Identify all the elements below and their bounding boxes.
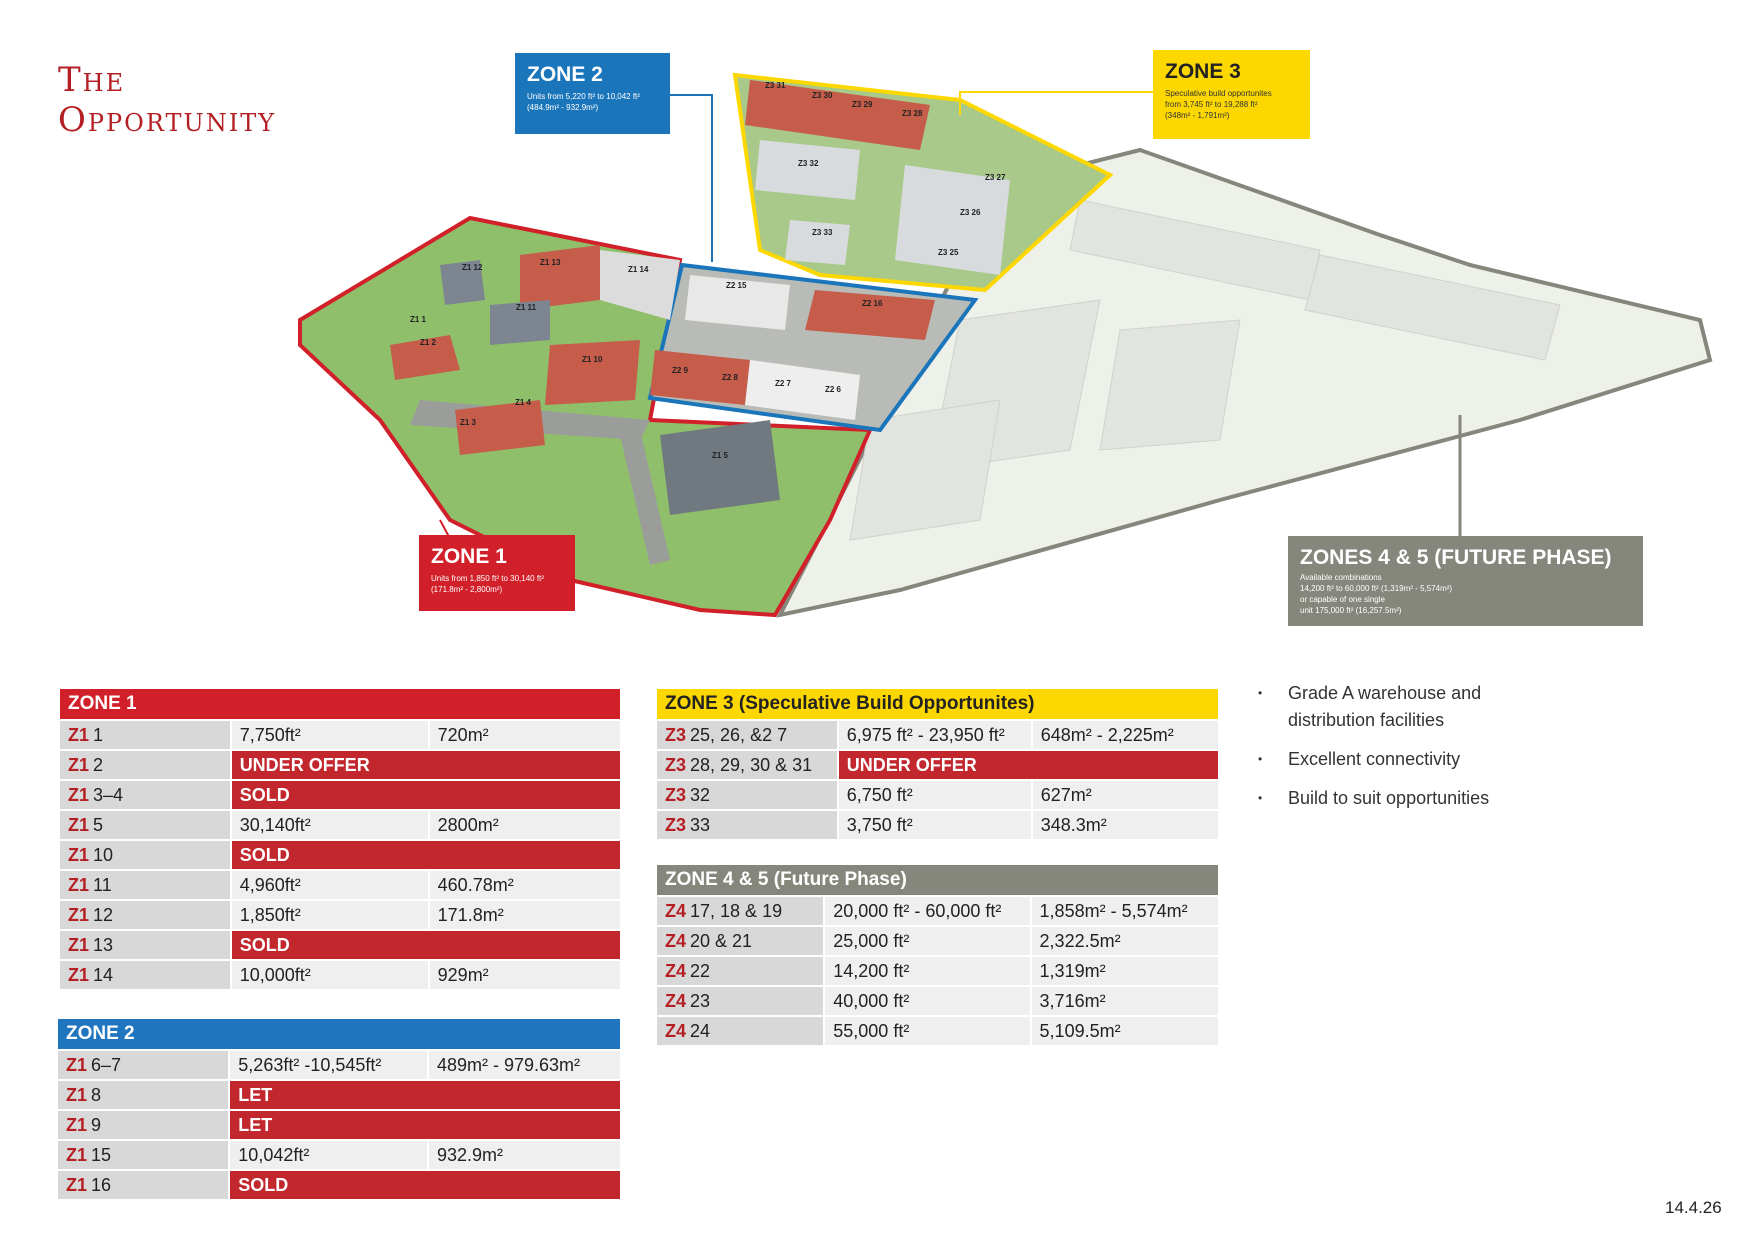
unit-cell [60, 931, 230, 959]
unit-code: Z1 [66, 1144, 88, 1165]
unit-code: Z1 [68, 724, 90, 745]
map-label-z3-25: Z3 25 [938, 248, 959, 257]
unit-cell [657, 927, 823, 955]
status-cell: SOLD [230, 781, 620, 809]
unit-cell [657, 1017, 823, 1045]
status-cell: SOLD [230, 841, 620, 869]
unit-cell [60, 721, 230, 749]
area-m-cell: 1,858m² - 5,574m² [1030, 897, 1218, 925]
area-m-cell: 720m² [428, 721, 620, 749]
status-cell: SOLD [228, 1171, 620, 1199]
unit-cell [60, 961, 230, 989]
unit-code: Z4 [665, 900, 687, 921]
unit-number: 9 [91, 1114, 102, 1135]
document-date: 14.4.26 [1665, 1198, 1722, 1217]
area-m-cell: 460.78m² [428, 871, 620, 899]
unit-code: Z3 [665, 814, 687, 835]
unit-number: 10 [93, 844, 114, 865]
zone1-table-heading: ZONE 1 [60, 689, 620, 719]
area-ft-cell: 1,850ft² [230, 901, 428, 929]
zone3-table [657, 687, 1218, 841]
area-ft-cell: 10,042ft² [228, 1141, 427, 1169]
unit-number: 2 [93, 754, 104, 775]
feature-item: • Grade A warehouse and distribution facilities [1258, 680, 1548, 734]
unit-number: 32 [690, 784, 711, 805]
area-m-cell: 348.3m² [1031, 811, 1218, 839]
map-label-z1-14: Z1 14 [628, 265, 649, 274]
map-label-z1-5: Z1 5 [712, 451, 729, 460]
zone3-callout [1153, 50, 1310, 139]
unit-code: Z1 [68, 904, 90, 925]
map-label-z3-33: Z3 33 [812, 228, 833, 237]
table-row [60, 781, 620, 809]
unit-code: Z1 [68, 934, 90, 955]
area-ft-cell: 40,000 ft² [823, 987, 1029, 1015]
unit-number: 17, 18 & 19 [690, 900, 783, 921]
zone1-table [60, 687, 620, 991]
status-cell: LET [228, 1111, 620, 1139]
area-ft-cell: 6,750 ft² [837, 781, 1031, 809]
unit-cell [60, 901, 230, 929]
area-ft-cell: 20,000 ft² - 60,000 ft² [823, 897, 1029, 925]
map-label-z1-1: Z1 1 [410, 315, 427, 324]
zone3-callout-line3: (348m² - 1,791m²) [1165, 111, 1230, 120]
unit-number: 6–7 [91, 1054, 122, 1075]
status-cell: LET [228, 1081, 620, 1109]
table-row [657, 957, 1218, 985]
unit-cell [657, 987, 823, 1015]
table-row [60, 721, 620, 749]
unit-code: Z1 [66, 1114, 88, 1135]
zone2-callout [515, 53, 670, 134]
table-row [60, 931, 620, 959]
table-row [657, 721, 1218, 749]
zone2-table-heading: ZONE 2 [58, 1019, 620, 1049]
map-label-z3-32: Z3 32 [798, 159, 819, 168]
unit-cell [657, 751, 837, 779]
unit-code: Z4 [665, 930, 687, 951]
unit-number: 14 [93, 964, 114, 985]
unit-cell [657, 811, 837, 839]
unit-cell [58, 1111, 228, 1139]
unit-number: 33 [690, 814, 711, 835]
map-label-z2-9: Z2 9 [672, 366, 689, 375]
zone45-callout-heading: ZONES 4 & 5 (FUTURE PHASE) [1300, 546, 1612, 569]
zone1-callout-line2: (171.8m² - 2,800m²) [431, 585, 503, 594]
area-ft-cell: 10,000ft² [230, 961, 428, 989]
title-line-2: Opportunity [58, 100, 277, 140]
unit-cell [657, 957, 823, 985]
map-label-z1-11: Z1 11 [516, 303, 537, 312]
zone45-callout-line4: unit 175,000 ft² (16,257.5m²) [1300, 606, 1402, 615]
unit-number: 24 [690, 1020, 711, 1041]
zone2-callout-line1: Units from 5,220 ft² to 10,042 ft² [527, 92, 640, 101]
zone1-callout-line1: Units from 1,850 ft² to 30,140 ft² [431, 574, 544, 583]
map-label-z2-8: Z2 8 [722, 373, 739, 382]
unit-number: 5 [93, 814, 104, 835]
area-ft-cell: 5,263ft² -10,545ft² [228, 1051, 427, 1079]
area-m-cell: 929m² [428, 961, 620, 989]
area-m-cell: 171.8m² [428, 901, 620, 929]
unit-cell [60, 871, 230, 899]
zone1-callout [419, 535, 575, 611]
map-label-z2-15: Z2 15 [726, 281, 747, 290]
table-row [657, 751, 1218, 779]
unit-number: 13 [93, 934, 114, 955]
area-ft-cell: 14,200 ft² [823, 957, 1029, 985]
unit-cell [58, 1051, 228, 1079]
map-label-z1-10: Z1 10 [582, 355, 603, 364]
table-row [60, 751, 620, 779]
unit-cell [657, 721, 837, 749]
unit-number: 23 [690, 990, 711, 1011]
status-cell: UNDER OFFER [230, 751, 620, 779]
map-label-z2-7: Z2 7 [775, 379, 792, 388]
area-ft-cell: 6,975 ft² - 23,950 ft² [837, 721, 1031, 749]
feature-item: • Excellent connectivity [1258, 746, 1548, 773]
area-m-cell: 489m² - 979.63m² [427, 1051, 620, 1079]
map-label-z1-3: Z1 3 [460, 418, 477, 427]
map-label-z1-4: Z1 4 [515, 398, 532, 407]
table-row [58, 1171, 620, 1199]
unit-code: Z1 [68, 844, 90, 865]
unit-number: 3–4 [93, 784, 124, 805]
zone45-callout-line3: or capable of one single [1300, 595, 1385, 604]
unit-cell [60, 841, 230, 869]
zone45-table-heading: ZONE 4 & 5 (Future Phase) [657, 865, 1218, 895]
table-row [60, 841, 620, 869]
unit-cell [60, 751, 230, 779]
area-m-cell: 627m² [1031, 781, 1218, 809]
unit-cell [58, 1141, 228, 1169]
unit-number: 22 [690, 960, 711, 981]
unit-code: Z3 [665, 724, 687, 745]
unit-cell [657, 781, 837, 809]
zone3-table-heading: ZONE 3 (Speculative Build Opportunites) [657, 689, 1218, 719]
map-label-z3-31: Z3 31 [765, 81, 786, 90]
unit-code: Z1 [68, 784, 90, 805]
unit-code: Z4 [665, 990, 687, 1011]
unit-code: Z3 [665, 784, 687, 805]
map-label-z3-26: Z3 26 [960, 208, 981, 217]
area-ft-cell: 7,750ft² [230, 721, 428, 749]
unit-cell [657, 897, 823, 925]
zone3-callout-line1: Speculative build opportunites [1165, 89, 1272, 98]
table-row [60, 961, 620, 989]
title-line-1: The [58, 60, 126, 100]
zone45-table [657, 863, 1218, 1047]
table-row [657, 927, 1218, 955]
table-row [657, 1017, 1218, 1045]
table-row [657, 987, 1218, 1015]
table-row [58, 1141, 620, 1169]
area-ft-cell: 4,960ft² [230, 871, 428, 899]
area-ft-cell: 55,000 ft² [823, 1017, 1029, 1045]
zone2-callout-line2: (484.9m² - 932.9m²) [527, 103, 599, 112]
unit-code: Z1 [68, 754, 90, 775]
zone2-table [58, 1017, 620, 1201]
map-label-z2-6: Z2 6 [825, 385, 842, 394]
unit-code: Z4 [665, 1020, 687, 1041]
unit-cell [60, 781, 230, 809]
area-m-cell: 3,716m² [1030, 987, 1218, 1015]
table-row [60, 871, 620, 899]
map-label-z3-30: Z3 30 [812, 91, 833, 100]
map-label-z1-12: Z1 12 [462, 263, 483, 272]
table-row [657, 897, 1218, 925]
map-label-z3-28: Z3 28 [902, 109, 923, 118]
unit-number: 28, 29, 30 & 31 [690, 754, 813, 775]
table-row [657, 811, 1218, 839]
zone3-callout-heading: ZONE 3 [1165, 60, 1241, 83]
unit-code: Z1 [66, 1174, 88, 1195]
zone45-callout [1288, 536, 1643, 626]
unit-code: Z4 [665, 960, 687, 981]
unit-code: Z3 [665, 754, 687, 775]
unit-number: 20 & 21 [690, 930, 753, 951]
map-label-z2-16: Z2 16 [862, 299, 883, 308]
unit-number: 12 [93, 904, 114, 925]
map-label-z3-29: Z3 29 [852, 100, 873, 109]
area-m-cell: 932.9m² [427, 1141, 620, 1169]
map-label-z1-13: Z1 13 [540, 258, 561, 267]
zone3-callout-line2: from 3,745 ft² to 19,288 ft² [1165, 100, 1258, 109]
table-row [60, 811, 620, 839]
unit-cell [58, 1171, 228, 1199]
map-label-z1-2: Z1 2 [420, 338, 437, 347]
area-m-cell: 5,109.5m² [1030, 1017, 1218, 1045]
unit-number: 1 [93, 724, 104, 745]
unit-number: 25, 26, &2 7 [690, 724, 788, 745]
unit-number: 11 [93, 874, 112, 895]
unit-cell [60, 811, 230, 839]
unit-number: 16 [91, 1174, 112, 1195]
table-row [58, 1081, 620, 1109]
zone1-callout-heading: ZONE 1 [431, 545, 507, 568]
area-m-cell: 1,319m² [1030, 957, 1218, 985]
map-label-z3-27: Z3 27 [985, 173, 1006, 182]
area-ft-cell: 30,140ft² [230, 811, 428, 839]
zone45-callout-line1: Available combinations [1300, 573, 1382, 582]
table-row [60, 901, 620, 929]
unit-code: Z1 [68, 814, 90, 835]
table-row [58, 1111, 620, 1139]
unit-code: Z1 [68, 874, 90, 895]
area-m-cell: 2800m² [428, 811, 620, 839]
zone45-callout-line2: 14,200 ft² to 60,000 ft² (1,319m² - 5,574m²) [1300, 584, 1453, 593]
area-ft-cell: 3,750 ft² [837, 811, 1031, 839]
unit-number: 15 [91, 1144, 112, 1165]
zone2-callout-heading: ZONE 2 [527, 63, 603, 86]
unit-code: Z1 [66, 1084, 88, 1105]
table-row [657, 781, 1218, 809]
table-row [58, 1051, 620, 1079]
feature-list [1258, 680, 1548, 824]
unit-number: 8 [91, 1084, 102, 1105]
status-cell: UNDER OFFER [837, 751, 1218, 779]
area-m-cell: 648m² - 2,225m² [1031, 721, 1218, 749]
feature-item: • Build to suit opportunities [1258, 785, 1548, 812]
unit-code: Z1 [66, 1054, 88, 1075]
unit-code: Z1 [68, 964, 90, 985]
unit-cell [58, 1081, 228, 1109]
area-ft-cell: 25,000 ft² [823, 927, 1029, 955]
status-cell: SOLD [230, 931, 620, 959]
area-m-cell: 2,322.5m² [1030, 927, 1218, 955]
